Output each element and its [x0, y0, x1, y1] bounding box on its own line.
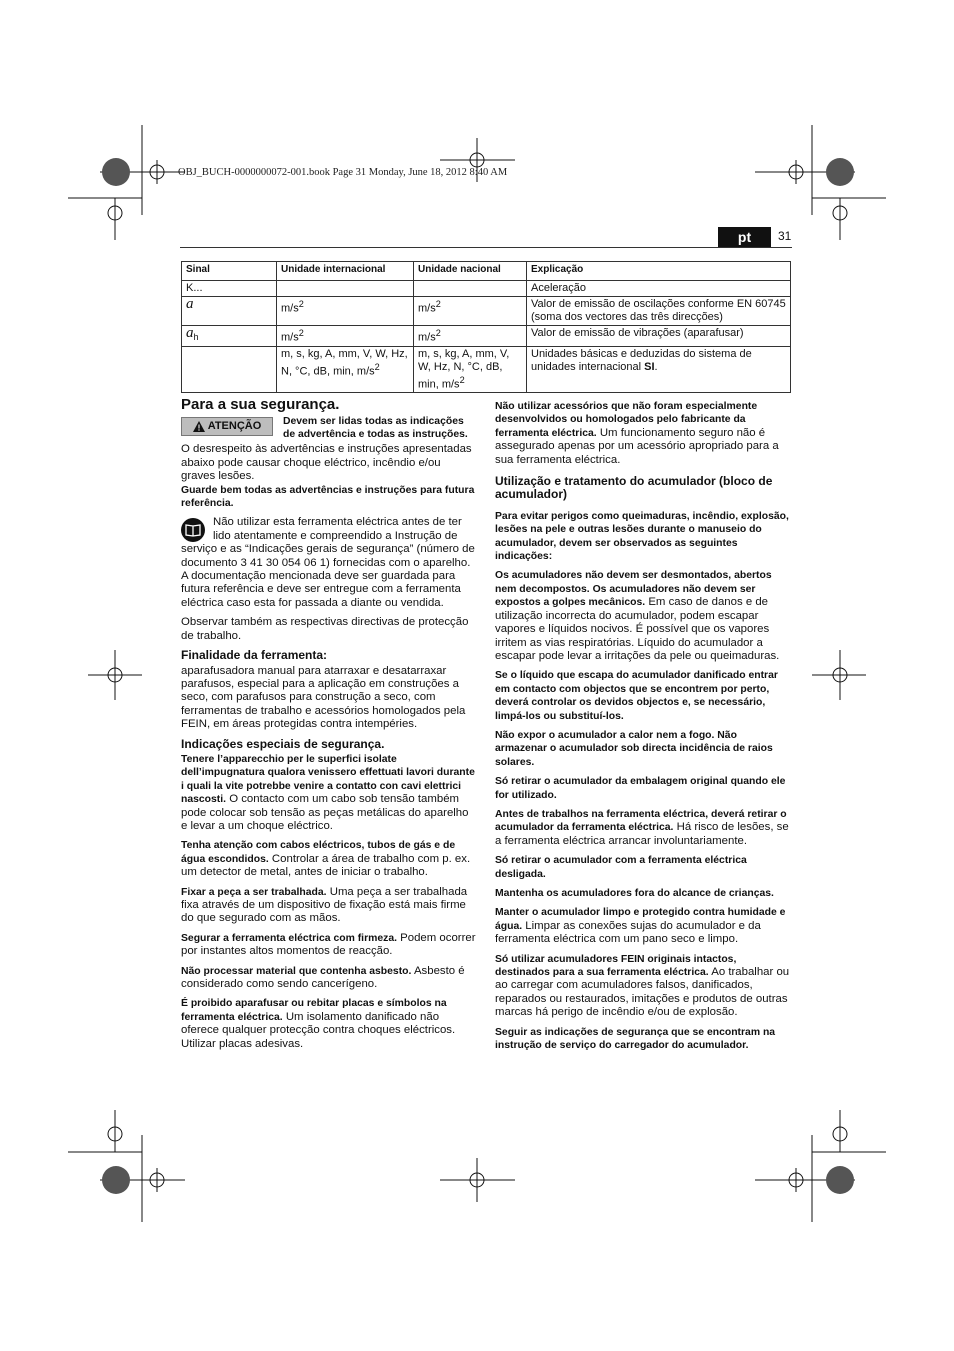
unit-text: m/s	[281, 331, 299, 344]
bold-text: É proibido aparafusar ou rebitar placas e símbolos na ferramenta eléctrica.	[181, 998, 447, 1023]
warning-label: ATENÇÃO	[207, 420, 262, 433]
bold-text: Antes de trabalhos na ferramenta eléctrica, deverá retirar o acumulador da ferramenta eléctrica.	[495, 808, 787, 834]
manual-text: Não utilizar esta ferramenta eléctrica antes de ter lido atentamente e compreendido a Instrução de serviço e as “Indicações gerais de segurança” (número de documento 3 41 30 054 06 1) fornecidas com o aparelho. A documentação mencionada deve ser guardada para futura referência e deve ser entregue com a ferramenta eléctrica caso esta for passada a diante ou vendida.	[181, 516, 475, 609]
table-header: Unidade nacional	[414, 262, 527, 281]
table-cell	[182, 297, 277, 326]
bold-text: Fixar a peça a ser trabalhada.	[181, 886, 327, 898]
table-cell	[414, 297, 527, 326]
right-column	[495, 400, 791, 1058]
paragraph	[495, 953, 791, 1020]
paragraph: Observar também as respectivas directivas de protecção de trabalho.	[181, 616, 469, 642]
table-row	[182, 281, 791, 297]
table-cell	[277, 281, 414, 297]
normal-text: Em caso de danos e de utilização incorrecta do acumulador, podem escapar vapores e líquidos nocivos. É possível que os vapores irritem as vias respiratórias. Líquido do acumulador a escapar pode levar a irritações da pele ou queimaduras.	[495, 596, 780, 662]
table-row	[182, 326, 791, 347]
normal-text: Asbesto é considerado como sendo cancerígeno.	[181, 964, 465, 991]
bold-text: Tenha atenção com cabos eléctricos, tubos de gás e de água escondidos.	[181, 840, 456, 865]
table-cell	[414, 281, 527, 297]
subscript: h	[193, 332, 199, 343]
superscript: 2	[298, 299, 304, 309]
normal-text: Há risco de lesões, se a ferramenta eléctrica arrancar involuntariamente.	[495, 821, 789, 847]
unit-text: m, s, kg, A, mm, V, W, Hz, N, °C, dB, min, m/s	[281, 347, 408, 378]
normal-text: Um funcionamento seguro não é assegurado apenas por um acessório apropriado para a sua ferramenta eléctrica.	[495, 426, 779, 466]
paragraph: aparafusadora manual para atarraxar e desatarraxar parafusos, especial para a aplicação em construções a seco, com parafusos para construção a seco, com ferramentas de trabalho e acessórios homologados pela FEIN, em áreas protegidas contra intempéries.	[181, 664, 466, 731]
unit-text: m, s, kg, A, mm, V, W, Hz, N, °C, dB, min, m/s	[418, 347, 510, 391]
normal-text: Podem ocorrer por instantes altos momentos de reacção.	[181, 931, 476, 958]
superscript: 2	[435, 328, 441, 338]
unit-text: m/s	[418, 331, 436, 344]
page-number: 31	[778, 229, 792, 243]
bold-text: Não utilizar acessórios que não foram especialmente desenvolvidos ou homologados pelo fabricante da ferramenta eléctrica.	[495, 401, 758, 439]
subheading: Finalidade da ferramenta:	[181, 648, 328, 663]
header-rule	[180, 247, 792, 248]
paragraph	[181, 932, 477, 959]
normal-text: Limpar as conexões sujas do acumulador e da ferramenta eléctrica com um pano seco e limpo.	[495, 919, 761, 946]
file-header: OBJ_BUCH-0000000072-001.book Page 31 Monday, June 18, 2012 8:40 AM	[178, 167, 508, 178]
table-cell	[182, 326, 277, 347]
unit-text: m/s	[418, 302, 436, 315]
symbol-a: a	[186, 325, 194, 341]
table-header: Unidade internacional	[277, 262, 414, 281]
table-cell	[277, 297, 414, 326]
paragraph	[181, 839, 477, 879]
table-row	[182, 297, 791, 326]
paragraph-bold: Só retirar o acumulador da embalagem original quando ele for utilizado.	[495, 776, 786, 801]
units-table	[181, 261, 791, 393]
normal-text: Um isolamento danificado não oferece qualquer protecção contra choques eléctricos. Utilizar placas adesivas.	[181, 1010, 456, 1050]
normal-text: Ao trabalhar ou ao carregar com acumuladores falsos, danificados, reparados ou restaurados, imitações e produtos de outras marcas há perigo de incêndio e/ou de explosão.	[495, 966, 790, 1019]
unit-text: m/s	[281, 302, 299, 315]
table-cell	[277, 326, 414, 347]
bold-text: Só utilizar acumuladores FEIN originais intactos, destinados para a sua ferramenta eléctrica.	[495, 953, 737, 979]
warning-triangle-icon	[193, 421, 205, 432]
table-header: Explicação	[527, 262, 791, 281]
superscript: 2	[298, 328, 304, 338]
superscript: 2	[435, 299, 441, 309]
table-header-row	[182, 262, 791, 281]
warning-block	[181, 415, 477, 441]
paragraph	[181, 886, 477, 926]
bold-text: Manter o acumulador limpo e protegido contra humidade e água.	[495, 907, 786, 932]
warning-text: Devem ser lidas todas as indicações de advertência e todas as instruções.	[283, 416, 468, 441]
table-cell: Aceleração	[527, 281, 791, 297]
normal-text: Controlar a área de trabalho com p. ex. um detector de metal, antes de iniciar o trabalho.	[181, 852, 471, 879]
paragraph-bold: Seguir as indicações de segurança que se encontram na instrução de serviço do carregador do acumulador.	[495, 1026, 776, 1052]
bold-text: Segurar a ferramenta eléctrica com firmeza.	[181, 932, 397, 944]
subheading: Utilização e tratamento do acumulador (bloco de acumulador)	[495, 474, 773, 502]
section-title: Para a sua segurança.	[181, 396, 340, 413]
bold-text: Tenere l’apparecchio per le superfici isolate dell’impugnatura qualora venissero effettuati lavori durante i quali la vite potrebbe venire a contatto con cavi elettrici nascosti.	[181, 753, 475, 806]
table-cell: K...	[182, 281, 277, 297]
warning-badge	[181, 417, 273, 436]
table-cell	[182, 346, 277, 393]
subheading: Indicações especiais de segurança.	[181, 736, 385, 751]
bold-text: Os acumuladores não devem ser desmontados, abertos nem decompostos. Os acumuladores não devem ser expostos a golpes mecânicos.	[495, 570, 772, 609]
table-cell: Valor de emissão de oscilações conforme EN 60745 (soma dos vectores das três direcções)	[527, 297, 791, 326]
paragraph	[181, 753, 477, 833]
paragraph	[495, 808, 791, 848]
bold-text: Não processar material que contenha asbesto.	[181, 965, 412, 977]
table-cell	[414, 346, 527, 393]
expl-end: .	[654, 360, 658, 373]
table-cell	[527, 346, 791, 393]
table-row	[182, 346, 791, 393]
paragraph	[495, 569, 791, 663]
paragraph	[495, 906, 791, 946]
paragraph	[181, 516, 477, 610]
paragraph-bold: Guarde bem todas as advertências e instruções para futura referência.	[181, 484, 475, 510]
left-column	[181, 398, 477, 1057]
paragraph-bold: Não expor o acumulador a calor nem a fogo. Não armazenar o acumulador sob directa incidência de raios solares.	[495, 729, 773, 768]
table-cell: Valor de emissão de vibrações (aparafusar)	[527, 326, 791, 347]
paragraph-bold: Se o líquido que escapa do acumulador danificado entrar em contacto com objectos que se encontrem por perto, deverá controlar os devidos objectos e, se necessário, limpá-los ou substituí-los.	[495, 670, 778, 722]
paragraph-bold: Mantenha os acumuladores fora do alcance de crianças.	[495, 888, 774, 899]
symbol-a: a	[186, 296, 194, 312]
paragraph-bold: Só retirar o acumulador com a ferramenta eléctrica desligada.	[495, 855, 747, 880]
table-cell	[277, 346, 414, 393]
paragraph: O desrespeito às advertências e instruções apresentadas abaixo pode causar choque eléctrico, incêndio e/ou graves lesões.	[181, 443, 472, 483]
superscript: 2	[459, 374, 465, 385]
paragraph	[495, 400, 791, 467]
superscript: 2	[374, 361, 380, 372]
normal-text: Uma peça a ser trabalhada fixa através de um dispositivo de fixação está mais firme do que segurado com as mãos.	[181, 885, 468, 925]
table-cell	[414, 326, 527, 347]
table-header: Sinal	[182, 262, 277, 281]
read-manual-icon	[181, 518, 205, 542]
paragraph	[181, 965, 477, 992]
normal-text: O contacto com um cabo sob tensão também pode colocar sob tensão as peças metálicas do aparelho e levar a um choque eléctrico.	[181, 793, 469, 832]
language-badge: pt	[718, 227, 771, 247]
paragraph	[181, 997, 477, 1051]
expl-bold: SI	[644, 360, 655, 373]
expl-text: Unidades básicas e deduzidas do sistema de unidades internacional	[531, 347, 752, 373]
paragraph-bold: Para evitar perigos como queimaduras, incêndio, explosão, lesões na pele e outras lesões durante o manuseio do acumulador, devem ser observados as seguintes indicações:	[495, 510, 789, 563]
